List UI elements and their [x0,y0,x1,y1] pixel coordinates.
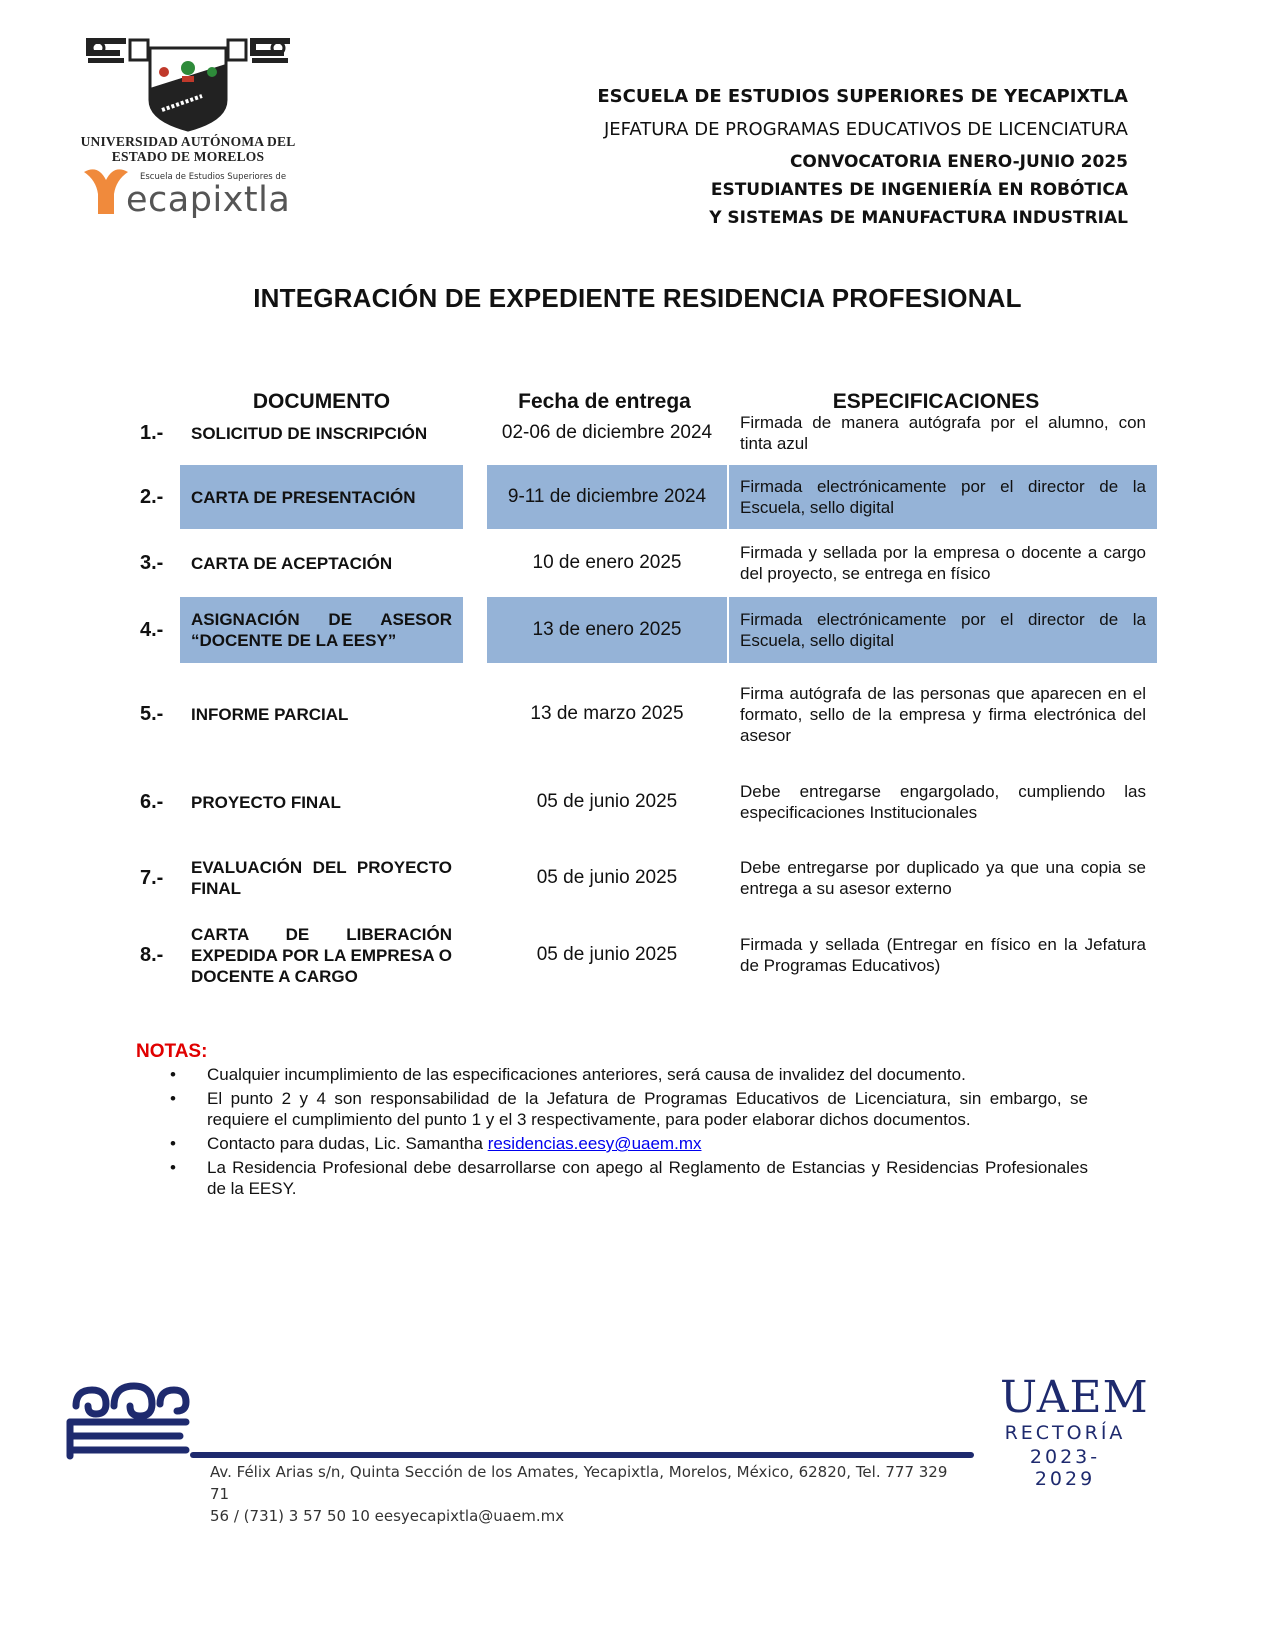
delivery-date: 13 de enero 2025 [485,597,729,663]
school-small-label: Escuela de Estudios Superiores de [140,172,287,182]
specs-cell [729,531,1157,595]
delivery-date: 02-06 de diciembre 2024 [501,422,713,443]
delivery-date: 10 de enero 2025 [532,552,682,573]
table-row [130,770,1157,834]
university-name-line2: ESTADO DE MORELOS [111,149,265,164]
list-item: • La Residencia Profesional debe desarrollarse con apego al Reglamento de Estancias y Residencias Profesionales de la EESY. [166,1157,1088,1199]
rectoria-period: 2023-2029 [1029,1446,1101,1490]
notes-list [166,1064,1088,1202]
page-title: INTEGRACIÓN DE EXPEDIENTE RESIDENCIA PROFESIONAL [253,283,1022,313]
document-cell [180,402,463,464]
university-name-line1: UNIVERSIDAD AUTÓNOMA DEL [80,134,296,149]
specs-cell [729,846,1157,910]
school-wordmark: ecapixtla [126,180,291,220]
column-header-specs: ESPECIFICACIONES [832,390,1040,413]
document-cell [180,597,463,663]
specs-cell [729,668,1157,760]
specification: Firmada electrónicamente por el director de la Escuela, sello digital [740,477,1146,517]
header-call: CONVOCATORIA ENERO-JUNIO 2025 [789,152,1128,172]
header-program-line1: ESTUDIANTES DE INGENIERÍA EN ROBÓTICA [710,180,1128,200]
document-cell [180,770,463,834]
row-number: 5.- [140,702,164,725]
document-cell [180,531,463,595]
document-name: CARTA DE PRESENTACIÓN [191,487,416,507]
document-cell [180,668,463,760]
rectoria-label: RECTORÍA [1004,1422,1126,1444]
notes-title: NOTAS: [136,1041,208,1062]
specification: Debe entregarse por duplicado ya que una copia se entrega a su asesor externo [740,858,1146,898]
document-cell [180,846,463,910]
table-row [130,465,1157,529]
list-item [166,1133,1088,1154]
delivery-date: 05 de junio 2025 [536,944,678,965]
footer-address-line2: 56 / (731) 3 57 50 10 eesyecapixtla@uaem.mx [210,1507,565,1525]
document-name: PROYECTO FINAL [191,792,341,812]
row-number: 3.- [140,551,164,574]
column-header-document: DOCUMENTO [252,390,391,413]
specification: Firmada y sellada (Entregar en físico en la Jefatura de Programas Educativos) [740,935,1146,975]
row-number: 7.- [140,866,164,889]
row-number: 1.- [140,421,164,444]
header-program-line2: Y SISTEMAS DE MANUFACTURA INDUSTRIAL [709,208,1128,228]
delivery-date: 05 de junio 2025 [536,791,678,812]
document-name: INFORME PARCIAL [191,704,349,724]
table-row [130,597,1157,663]
specification: Debe entregarse engargolado, cumpliendo las especificaciones Institucionales [740,782,1146,822]
footer-address-line1: Av. Félix Arias s/n, Quinta Sección de los Amates, Yecapixtla, Morelos, México, 62820, Tel. 777 329 71 [210,1463,948,1503]
specification: Firmada electrónicamente por el director de la Escuela, sello digital [740,610,1146,650]
document-name: EVALUACIÓN DEL PROYECTO FINAL [191,858,452,898]
table-row [130,531,1157,595]
specification: Firmada de manera autógrafa por el alumno, con tinta azul [740,413,1146,453]
document-cell [180,920,463,990]
document-name: CARTA DE LIBERACIÓN EXPEDIDA POR LA EMPRESA O DOCENTE A CARGO [191,924,452,986]
contact-email-link[interactable]: residencias.eesy@uaem.mx [487,1134,702,1153]
specs-cell [729,465,1157,529]
delivery-date: 05 de junio 2025 [536,867,678,888]
table-row [130,402,1157,464]
uaem-wordmark: UAEM [1000,1372,1149,1423]
row-number: 6.- [140,790,164,813]
list-item: • El punto 2 y 4 son responsabilidad de la Jefatura de Programas Educativos de Licenciatura, sin embargo, se requiere el cumplimiento del punto 1 y el 3 respectivamente, para poder elaborar dichos documentos. [166,1088,1088,1130]
row-number: 2.- [140,485,164,508]
delivery-date: 13 de marzo 2025 [530,703,684,724]
university-name [78,134,298,164]
document-name: ASIGNACIÓN DE ASESOR “DOCENTE DE LA EESY” [191,610,452,650]
document-name: CARTA DE ACEPTACIÓN [191,553,393,573]
row-number: 4.- [140,618,164,641]
contact-text: Contacto para dudas, Lic. Samantha [207,1134,488,1153]
table-row [130,846,1157,910]
delivery-date: 9-11 de diciembre 2024 [485,465,729,529]
specification: Firmada y sellada por la empresa o docente a cargo del proyecto, se entrega en físico [740,543,1146,583]
specs-cell [729,770,1157,834]
row-number: 8.- [140,943,164,966]
document-cell [180,465,463,529]
specs-cell [729,402,1157,464]
uaem-glyph-icon [64,1376,194,1464]
footer-address [210,1461,970,1527]
list-item: • Cualquier incumplimiento de las especificaciones anteriores, será causa de invalidez del documento. [166,1064,1088,1085]
header-school: ESCUELA DE ESTUDIOS SUPERIORES DE YECAPIXTLA [597,86,1128,107]
header-department: JEFATURA DE PROGRAMAS EDUCATIVOS DE LICENCIATURA [603,119,1128,140]
column-header-date: Fecha de entrega [518,390,691,413]
table-row [130,920,1157,990]
specification: Firma autógrafa de las personas que aparecen en el formato, sello de la empresa y firma electrónica del asesor [740,683,1146,745]
footer-divider [190,1452,974,1458]
table-row [130,668,1157,760]
specs-cell [729,920,1157,990]
document-name: SOLICITUD DE INSCRIPCIÓN [191,423,428,443]
specs-cell [729,597,1157,663]
